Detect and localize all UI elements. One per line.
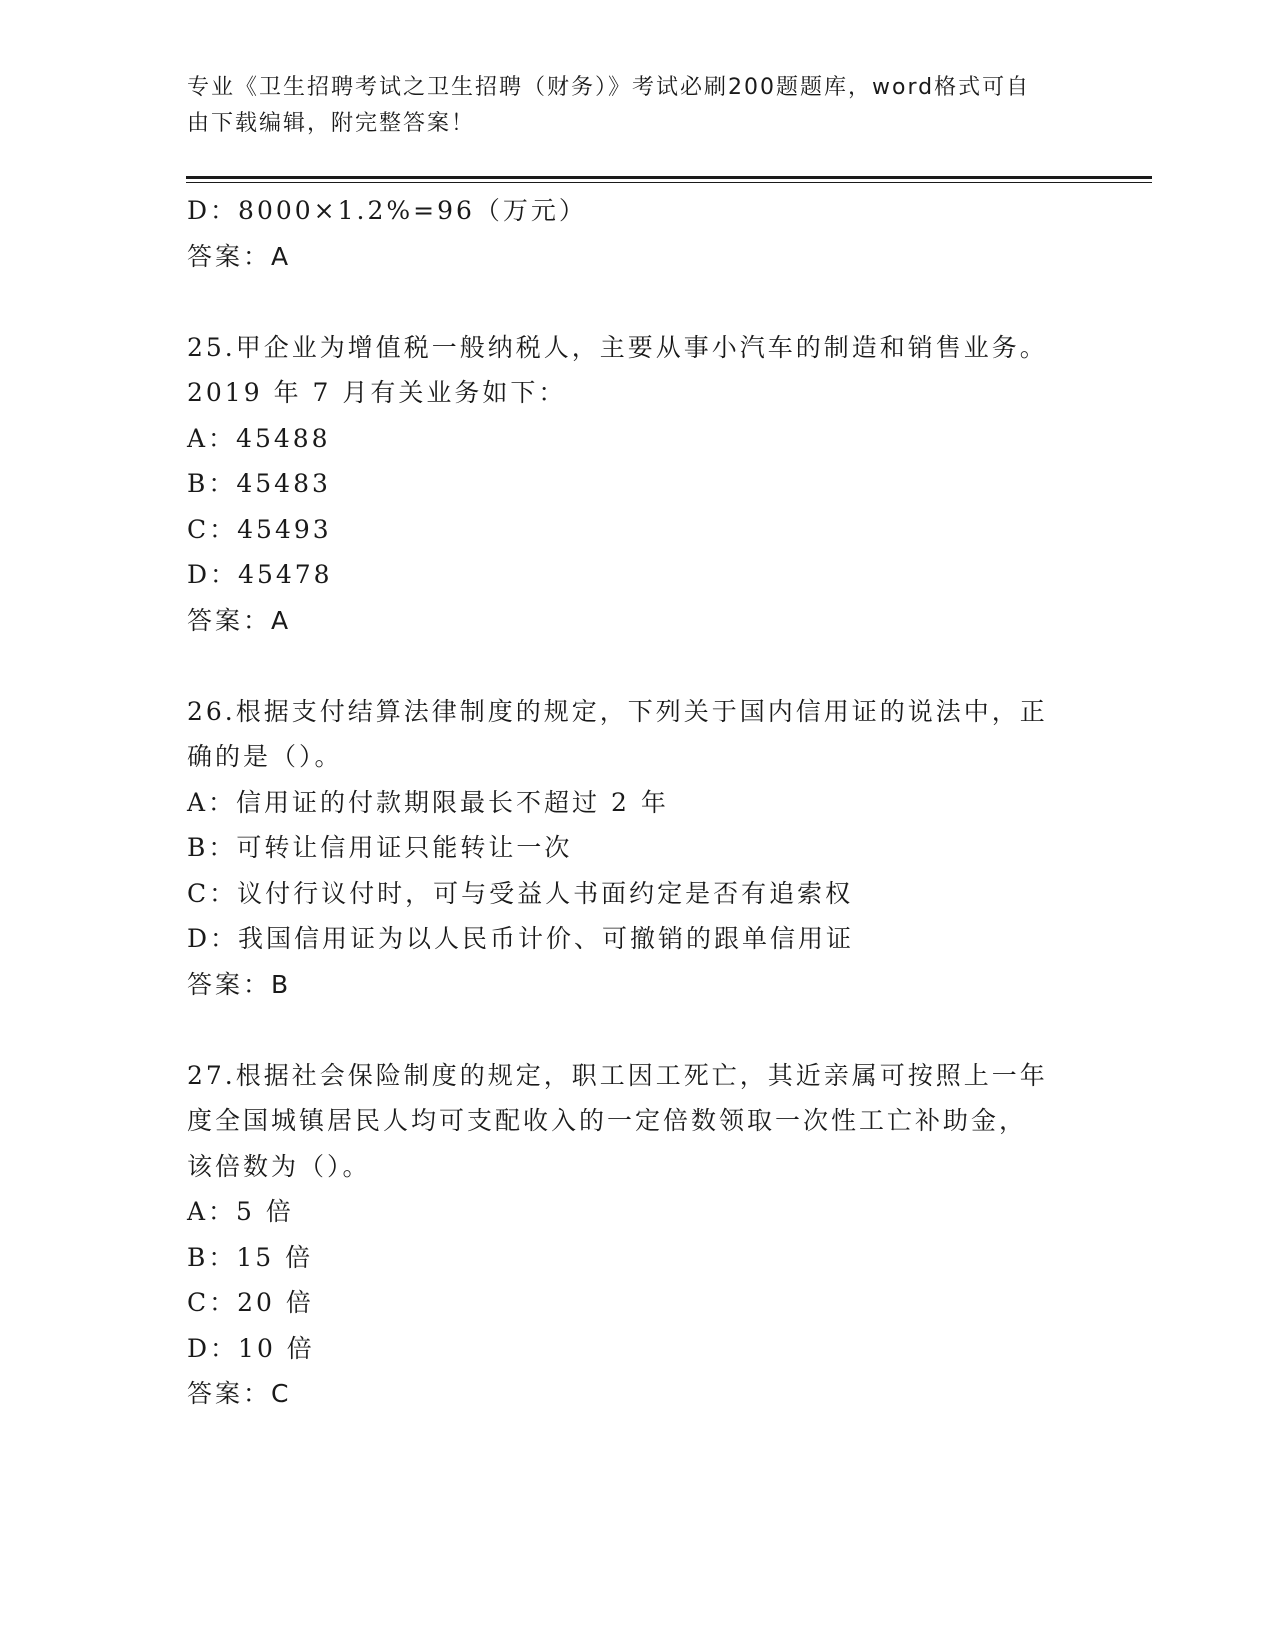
option-c: C：议付行议付时，可与受益人书面约定是否有追索权 [187,878,854,908]
question-26 [187,689,1067,1008]
document-header [187,70,1067,142]
header-line-1: 专业《卫生招聘考试之卫生招聘（财务）》考试必刷200题题库，word格式可自 [187,75,1031,100]
document-body [187,188,1067,1417]
option-b: B：可转让信用证只能转让一次 [187,833,573,862]
previous-question-tail [187,188,1067,279]
option-d: D：10 倍 [187,1333,315,1363]
spacer [187,643,1067,689]
spacer [187,1007,1067,1053]
answer-line: 答案：A [187,241,292,271]
spacer [187,279,1067,325]
option-a: A：5 倍 [187,1197,294,1226]
answer-line: 答案：C [187,1379,292,1408]
question-27 [187,1053,1067,1417]
option-d: D：我国信用证为以人民币计价、可撤销的跟单信用证 [187,924,855,953]
question-stem: 25.甲企业为增值税一般纳税人，主要从事小汽车的制造和销售业务。 [187,332,1048,362]
option-d: D：8000×1.2%=96（万元） [187,196,587,225]
question-stem: 26.根据支付结算法律制度的规定，下列关于国内信用证的说法中，正 [187,696,1048,726]
answer-line: 答案：A [187,605,292,635]
answer-line: 答案：B [187,969,292,999]
option-b: B：45483 [187,469,331,498]
option-c: C：20 倍 [187,1288,314,1317]
question-stem: 2019 年 7 月有关业务如下： [187,378,567,407]
option-b: B：15 倍 [187,1242,314,1272]
option-d: D：45478 [187,560,333,589]
question-stem: 27.根据社会保险制度的规定，职工因工死亡，其近亲属可按照上一年 [187,1060,1048,1090]
header-line-2: 由下载编辑，附完整答案！ [187,111,476,136]
header-rule-thick [186,176,1152,179]
option-c: C：45493 [187,514,332,544]
question-stem: 度全国城镇居民人均可支配收入的一定倍数领取一次性工亡补助金， [187,1106,1028,1135]
question-stem: 该倍数为（）。 [187,1151,371,1181]
question-stem: 确的是（）。 [187,742,343,771]
option-a: A：45488 [187,423,331,453]
option-a: A：信用证的付款期限最长不超过 2 年 [187,787,669,817]
header-rule-thin [186,182,1152,183]
question-25 [187,325,1067,644]
